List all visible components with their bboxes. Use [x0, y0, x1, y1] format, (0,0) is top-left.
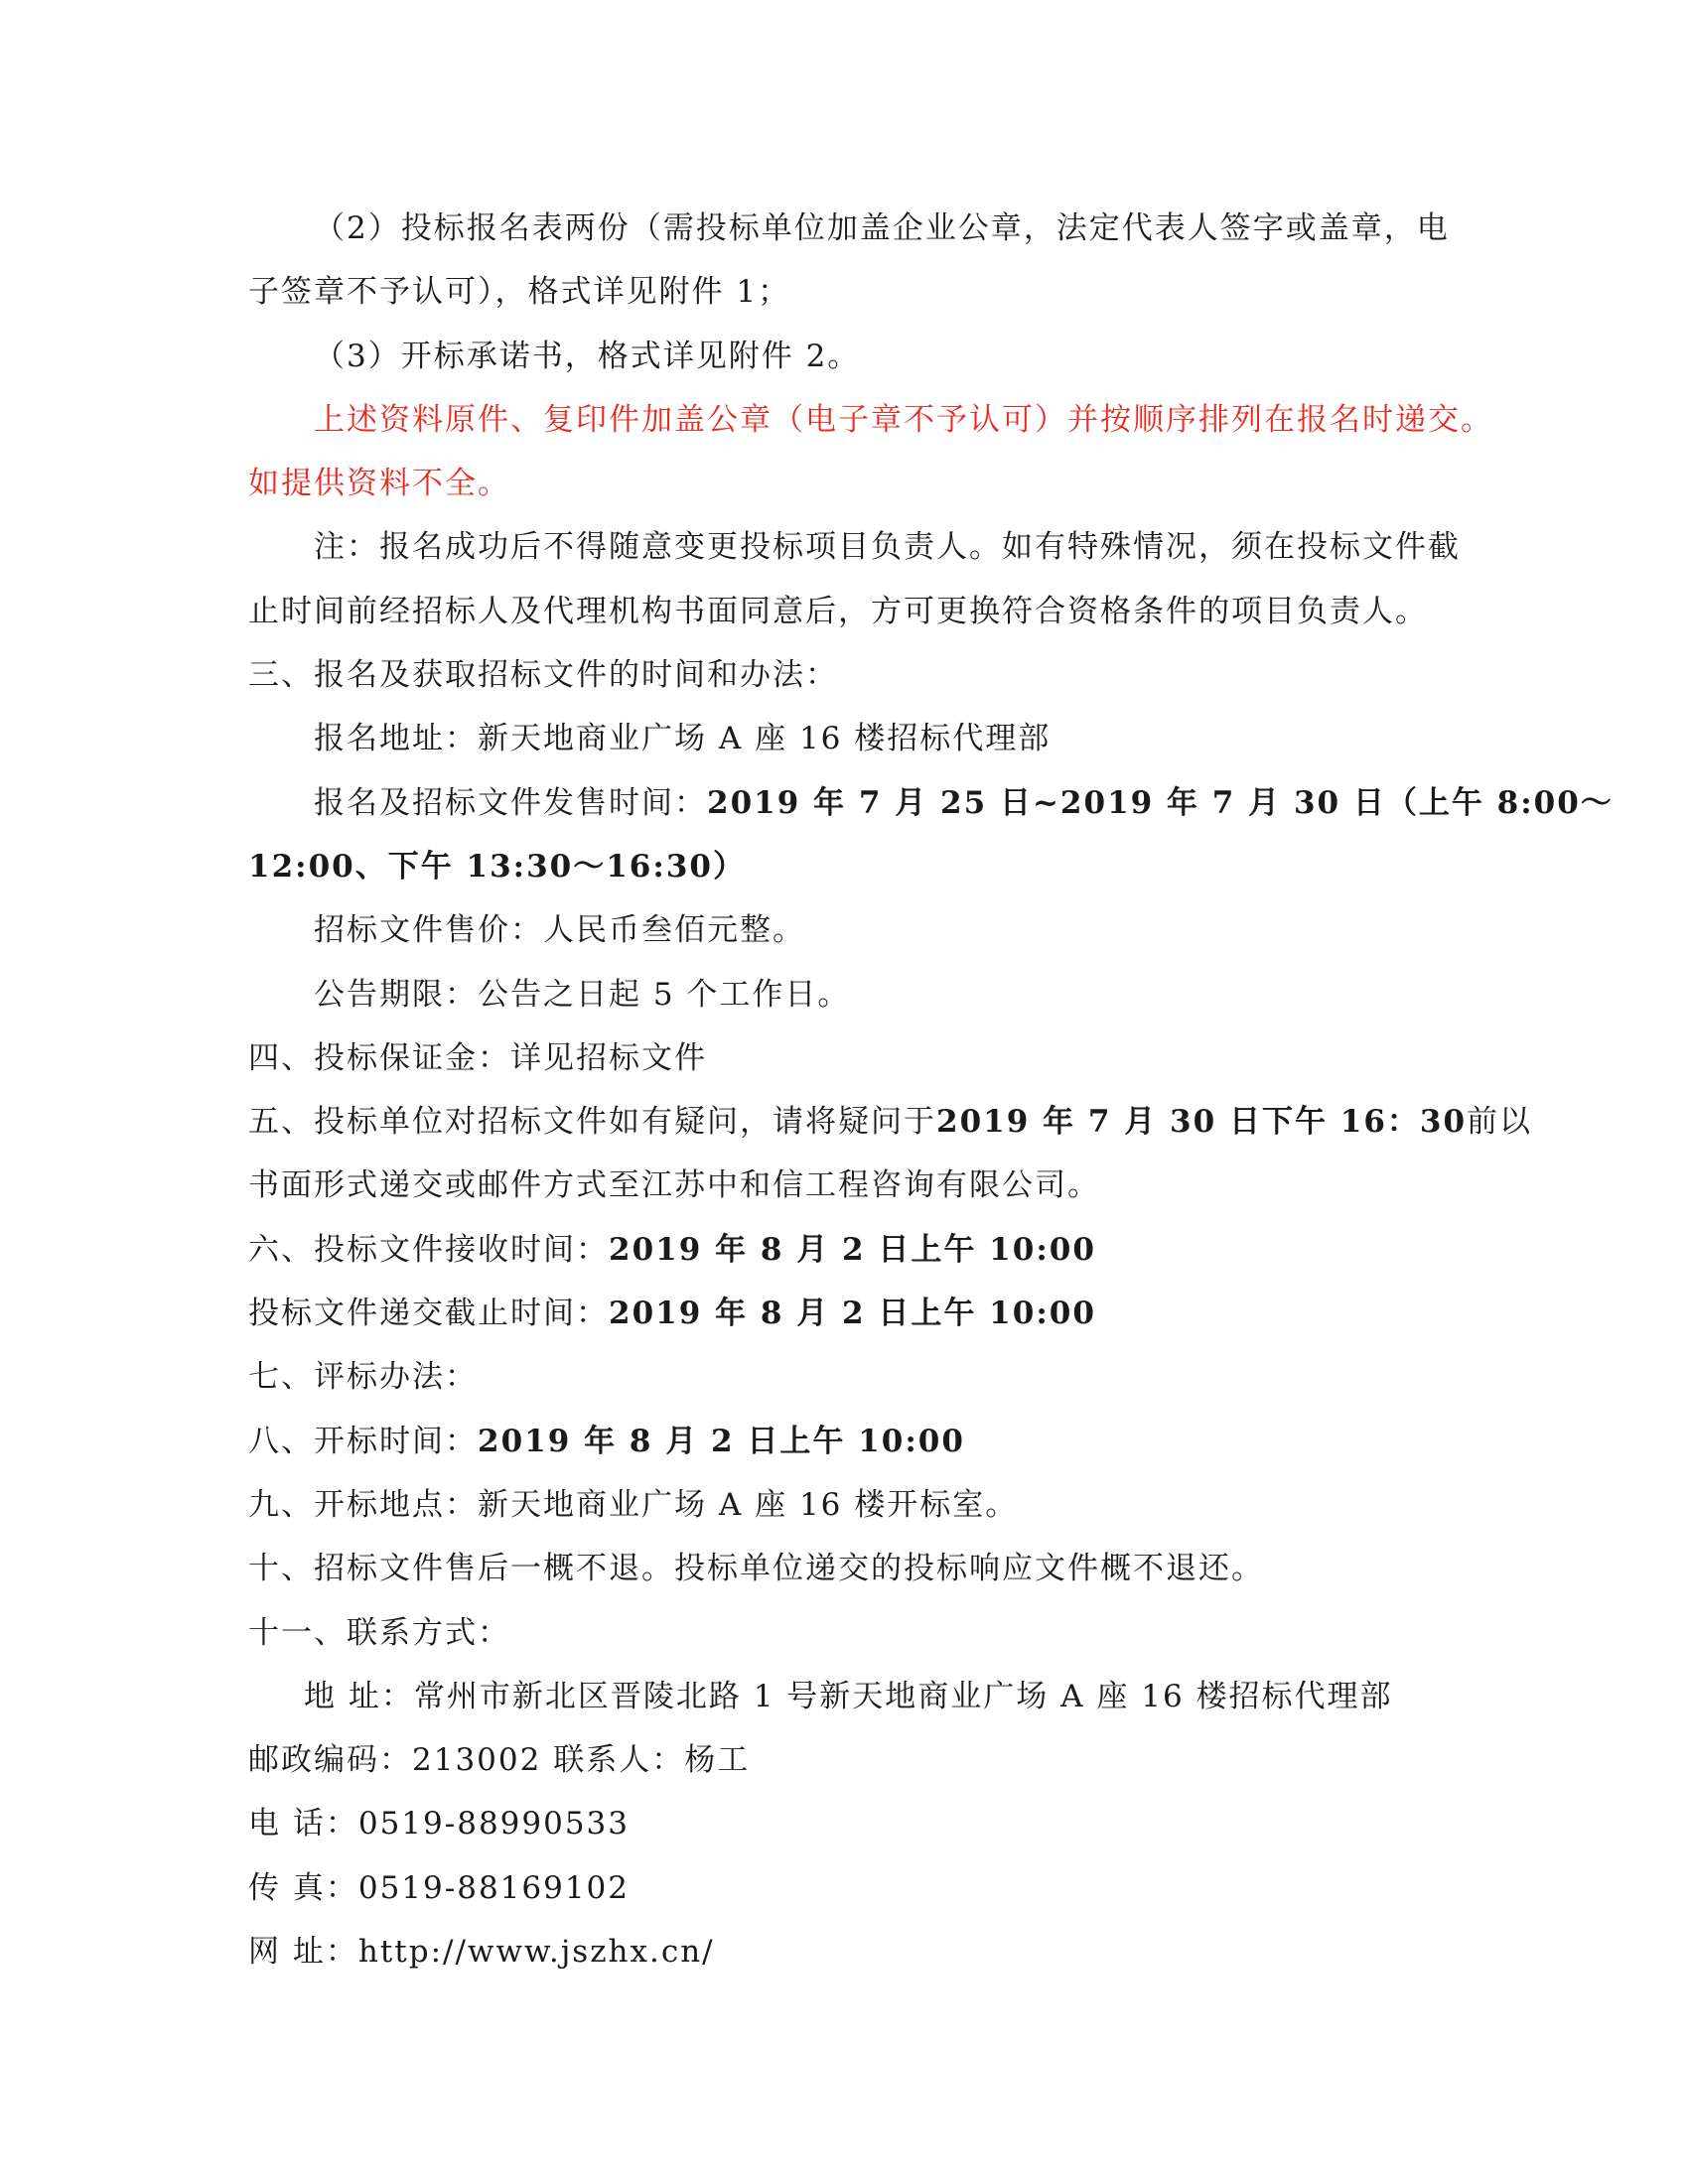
section-4: 四、投标保证金：详见招标文件	[248, 1039, 707, 1076]
contact-web	[248, 1920, 1460, 1983]
section-5-suffix: 前以	[1467, 1104, 1533, 1141]
deadline-label: 投标文件递交截止时间：	[248, 1296, 609, 1332]
document-body	[248, 197, 1614, 1983]
section-9: 九、开标地点：新天地商业广场 A 座 16 楼开标室。	[248, 1486, 1019, 1523]
red-notice-line-2: 如提供资料不全。	[248, 466, 510, 502]
section-5-prefix: 五、投标单位对招标文件如有疑问，请将疑问于	[248, 1104, 936, 1141]
sale-time-line-2: 12:00、下午 13:30～16:30）	[248, 848, 746, 885]
section-7: 七、评标办法：	[248, 1359, 478, 1396]
item-2-line-1: （2）投标报名表两份（需投标单位加盖企业公章，法定代表人签字或盖章，电	[314, 210, 1450, 246]
contact-fax: 传 真：0519-88169102	[248, 1869, 631, 1906]
note-line-2: 止时间前经招标人及代理机构书面同意后，方可更换符合资格条件的项目负责人。	[248, 593, 1428, 629]
section-6-value: 2019 年 8 月 2 日上午 10:00	[609, 1231, 1096, 1268]
section-10: 十、招标文件售后一概不退。投标单位递交的投标响应文件概不退还。	[248, 1551, 1264, 1587]
item-2-line-2: 子签章不予认可），格式详见附件 1；	[248, 274, 791, 311]
submission-deadline	[248, 1282, 1460, 1345]
item-3: （3）开标承诺书，格式详见附件 2。	[314, 338, 861, 374]
red-notice-line-1: 上述资料原件、复印件加盖公章（电子章不予认可）并按顺序排列在报名时递交。	[314, 401, 1493, 438]
section-6-label: 六、投标文件接收时间：	[248, 1231, 609, 1268]
website-link[interactable]: http://www.jszhx.cn/	[357, 1934, 715, 1971]
contact-address: 地 址：常州市新北区晋陵北路 1 号新天地商业广场 A 座 16 楼招标代理部	[304, 1678, 1393, 1714]
section-3-heading: 三、报名及获取招标文件的时间和办法：	[248, 657, 838, 694]
section-8	[248, 1410, 1460, 1473]
section-5-line-2: 书面形式递交或邮件方式至江苏中和信工程咨询有限公司。	[248, 1167, 1100, 1204]
contact-phone: 电 话：0519-88990533	[248, 1806, 631, 1843]
section-5-date: 2019 年 7 月 30 日下午 16：30	[936, 1104, 1468, 1141]
sale-time-label: 报名及招标文件发售时间：	[314, 784, 707, 821]
deadline-value: 2019 年 8 月 2 日上午 10:00	[609, 1296, 1096, 1332]
note-line-1: 注：报名成功后不得随意变更投标项目负责人。如有特殊情况，须在投标文件截	[314, 529, 1461, 566]
section-5-line-1	[248, 1090, 1533, 1154]
registration-address: 报名地址：新天地商业广场 A 座 16 楼招标代理部	[314, 721, 1052, 757]
contact-web-label: 网 址：	[248, 1934, 358, 1971]
section-8-label: 八、开标时间：	[248, 1423, 478, 1459]
section-8-value: 2019 年 8 月 2 日上午 10:00	[478, 1423, 965, 1459]
section-11: 十一、联系方式：	[248, 1614, 510, 1651]
section-6	[248, 1218, 1460, 1282]
sale-time-line-1	[248, 771, 1614, 835]
document-price: 招标文件售价：人民币叁佰元整。	[314, 912, 805, 949]
notice-period: 公告期限：公告之日起 5 个工作日。	[314, 976, 851, 1013]
sale-time-value: 2019 年 7 月 25 日~2019 年 7 月 30 日（上午 8:00～	[707, 784, 1614, 821]
contact-postcode: 邮政编码：213002 联系人：杨工	[248, 1742, 751, 1779]
